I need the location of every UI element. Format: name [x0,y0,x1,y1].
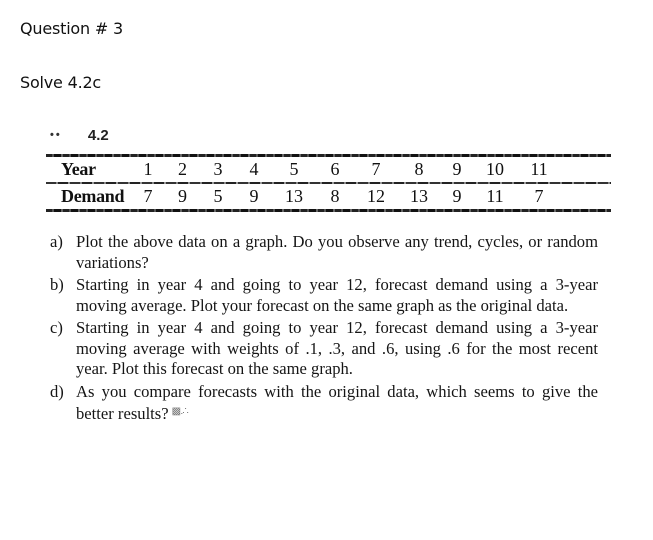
question-text: As you compare forecasts with the original data, which seems to give the better results? [76,381,598,423]
table-row-year [46,157,611,182]
demand-cell: 8 [330,185,340,206]
question-subtitle: Solve 4.2c [20,73,102,92]
px-icon: ▩․∴ [171,406,188,417]
table-row-demand [46,184,611,209]
question-text: Starting in year 4 and going to year 12, forecast demand using a 3-year moving average with weights of .1, .3, and .6, using .6 for the most recent year. Plot this forecast on the same graph. [76,318,598,378]
question-letter: a) [50,232,63,251]
year-cell: 6 [330,159,340,179]
question-letter: c) [50,318,63,337]
question-a [50,232,598,273]
question-title: Question # 3 [20,19,123,38]
question-b [50,275,598,316]
problem-number: 4.2 [87,127,109,144]
year-cell: 3 [213,159,223,179]
demand-cell: 11 [486,185,504,206]
year-cell: 11 [530,159,548,179]
demand-cell: 13 [285,185,303,206]
problem-label [50,127,109,144]
question-text-wrap [76,382,598,425]
year-cell: 7 [371,159,381,179]
question-d [50,382,598,425]
question-list [50,232,598,427]
question-letter: d) [50,381,64,401]
demand-cell: 9 [178,185,187,206]
demand-cell: 9 [452,185,462,206]
row-header-year: Year [61,159,96,179]
question-c [50,318,598,380]
demand-cell: 12 [367,185,385,206]
row-header-demand: Demand [61,185,125,206]
year-cell: 1 [143,159,153,179]
question-text: Starting in year 4 and going to year 12, forecast demand using a 3-year moving average. Plot your forecast on the same graph as the original data. [76,275,598,315]
demand-cell: 5 [213,185,223,206]
year-cell: 5 [289,159,299,179]
demand-cell: 7 [534,185,544,206]
year-cell: 8 [414,159,424,179]
year-cell: 10 [486,159,504,179]
year-cell: 4 [249,159,259,179]
demand-cell: 9 [249,185,259,206]
table-bottom-rule [46,209,611,212]
year-cell: 2 [178,159,187,179]
question-letter: b) [50,275,64,294]
demand-cell: 7 [143,185,153,206]
demand-table [46,154,611,212]
difficulty-dots-icon: •• [50,129,62,141]
demand-cell: 13 [410,185,428,206]
question-text: Plot the above data on a graph. Do you observe any trend, cycles, or random variations? [76,232,598,272]
year-cell: 9 [452,159,462,179]
